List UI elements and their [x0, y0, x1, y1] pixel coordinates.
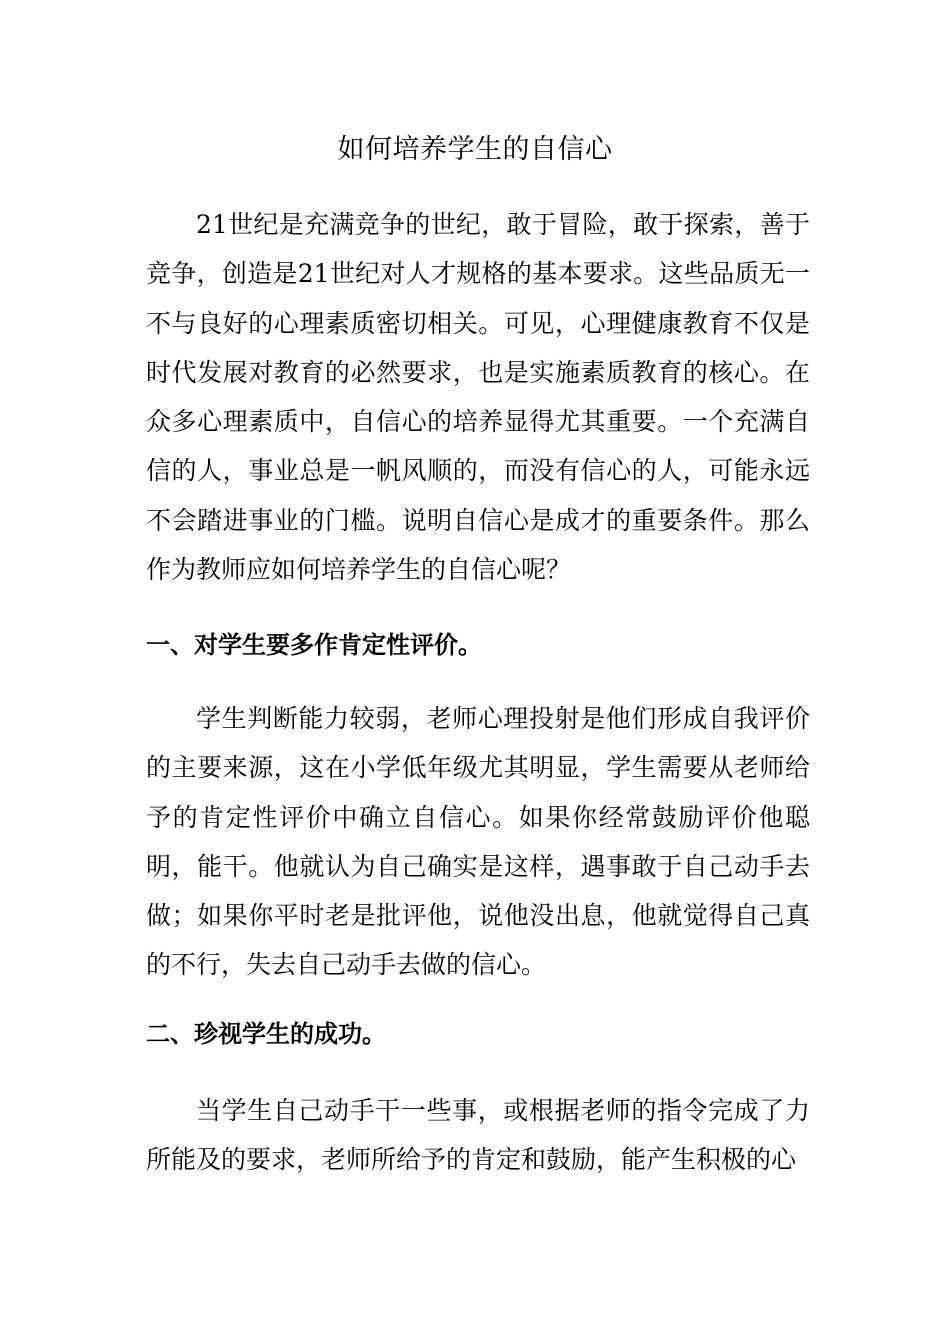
section-2-paragraph: 当学生自己动手干一些事，或根据老师的指令完成了力所能及的要求，老师所给予的肯定和鼓励，能产生积极的心 [146, 1096, 810, 1175]
document-title: 如何培养学生的自信心 [337, 134, 613, 165]
section-heading-2: 二、珍视学生的成功。 [146, 1020, 386, 1048]
intro-paragraph: 21世纪是充满竞争的世纪，敢于冒险，敢于探索，善于竞争，创造是21世纪对人才规格的基本要求。这些品质无一不与良好的心理素质密切相关。可见，心理健康教育不仅是时代发展对教育的必然要求，也是实施素质教育的核心。在众多心理素质中，自信心的培养显得尤其重要。一个充满自信的人，事业总是一帆风顺的，而没有信心的人，可能永远不会踏进事业的门槛。说明自信心是成才的重要条件。那么作为教师应如何培养学生的自信心呢？ [146, 210, 810, 585]
section-heading-1: 一、对学生要多作肯定性评价。 [146, 631, 482, 659]
section-1-paragraph: 学生判断能力较弱，老师心理投射是他们形成自我评价的主要来源，这在小学低年级尤其明显，学生需要从老师给予的肯定性评价中确立自信心。如果你经常鼓励评价他聪明，能干。他就认为自己确实是这样，遇事敢于自己动手去做；如果你平时老是批评他，说他没出息，他就觉得自己真的不行，失去自己动手去做的信心。 [146, 704, 810, 980]
